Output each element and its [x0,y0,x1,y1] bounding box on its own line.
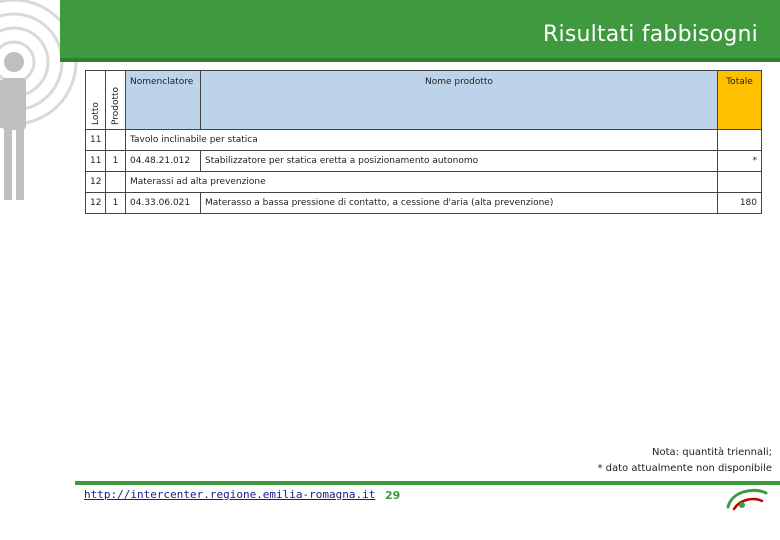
cell-lotto: 12 [86,172,106,193]
results-table [85,70,761,214]
cell-lotto: 11 [86,130,106,151]
cell-prodotto [106,130,126,151]
cell-totale [718,172,762,193]
cell-nomenclatore: 04.48.21.012 [126,151,201,172]
note-line-1: Nota: quantità triennali; [652,447,772,458]
col-header-lotto: Lotto [86,71,106,130]
website-link[interactable]: http://intercenter.regione.emilia-romagna.it [84,488,376,501]
cell-totale [718,130,762,151]
note-line-2: * dato attualmente non disponibile [597,463,772,474]
cell-prodotto [106,172,126,193]
table-row [86,151,762,172]
cell-nome-prodotto: Materasso a bassa pressione di contatto, a cessione d'aria (alta prevenzione) [201,193,718,214]
cell-nomenclatore: 04.33.06.021 [126,193,201,214]
cell-group-label: Materassi ad alta prevenzione [126,172,718,193]
col-header-nome-prodotto: Nome prodotto [201,71,718,130]
cell-lotto: 11 [86,151,106,172]
cell-prodotto: 1 [106,151,126,172]
table-row [86,172,762,193]
col-header-totale: Totale [718,71,762,130]
cell-lotto: 12 [86,193,106,214]
cell-nome-prodotto: Stabilizzatore per statica eretta a posizionamento autonomo [201,151,718,172]
page-title: Risultati fabbisogni [543,22,758,47]
intercenter-logo-icon [722,483,770,515]
footer-divider [75,481,780,485]
cell-prodotto: 1 [106,193,126,214]
cell-totale: * [718,151,762,172]
table-row [86,193,762,214]
header-bar [60,0,780,62]
cell-group-label: Tavolo inclinabile per statica [126,130,718,151]
col-header-prodotto: Prodotto [106,71,126,130]
table-header-row [86,71,762,130]
table-row [86,130,762,151]
col-header-nomenclatore: Nomenclatore [126,71,201,130]
cell-totale: 180 [718,193,762,214]
page-number: 29 [385,489,401,502]
footer-note [597,445,772,477]
